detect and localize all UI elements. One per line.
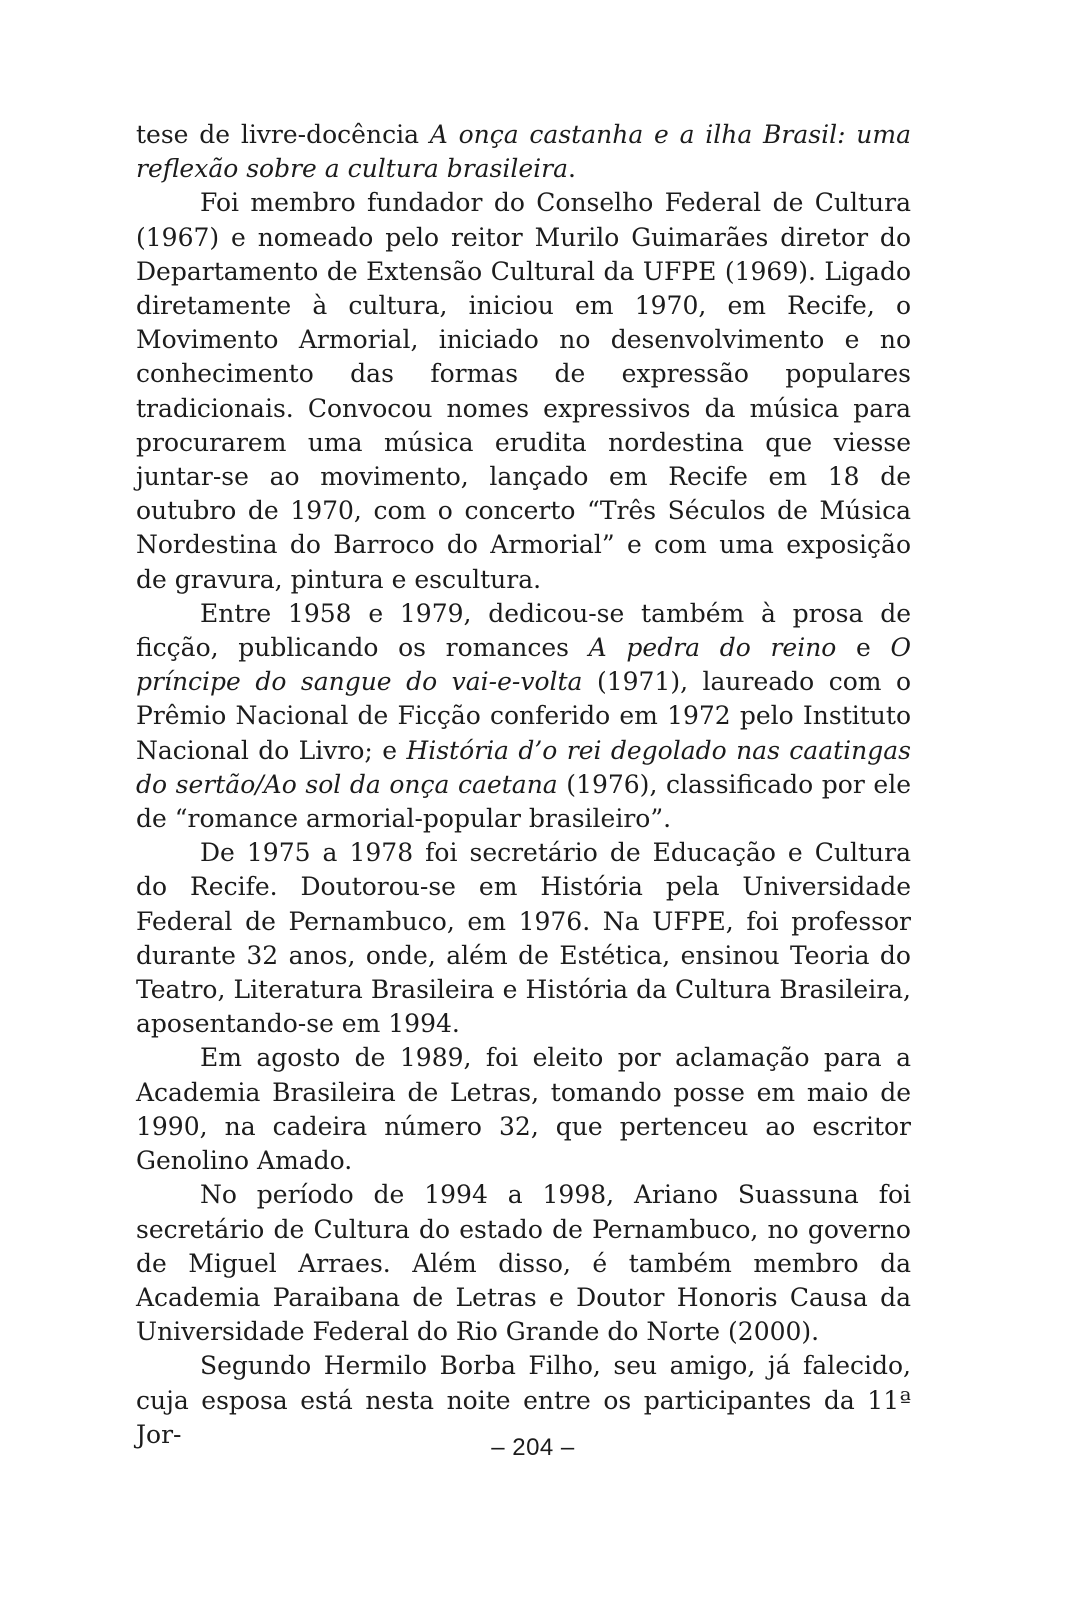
text-run: De 1975 a 1978 foi secretário de Educação e Cultura do Recife. Doutorou-se em História pela Universidade Federal de Pernambuco, em 1976. Na UFPE, foi professor durante 32 anos, onde, além de Estética, ensinou Teoria do Teatro, Literatura Brasileira e História da Cultura Brasileira, aposentando-se em 1994. xyxy=(136,838,911,1039)
page-body xyxy=(136,118,911,1452)
book-title: O príncipe do sangue do vai-e-volta xyxy=(136,633,912,697)
text-run: (1971), laureado com o Prêmio Nacional de Ficção conferido em 1972 pelo Instituto Nacional do Livro; e xyxy=(136,667,911,765)
text-run: Segundo Hermilo Borba Filho, seu amigo, já falecido, cuja esposa está nesta noite entre os participantes da 11ª Jor- xyxy=(136,1351,911,1449)
page-number: – 204 – xyxy=(491,1434,575,1461)
book-title: A pedra do reino xyxy=(588,633,837,663)
book-title: História d’o rei degolado nas caatingas do sertão/Ao sol da onça caetana xyxy=(136,735,911,799)
paragraph xyxy=(136,186,911,596)
paragraph xyxy=(136,1178,911,1349)
text-run: Entre 1958 e 1979, dedicou-se também à prosa de ficção, publicando os romances xyxy=(136,598,911,663)
text-run: No período de 1994 a 1998, Ariano Suassuna foi secretário de Cultura do estado de Pernambuco, no governo de Miguel Arraes. Além disso, é também membro da Academia Paraibana de Letras e Doutor Honoris Causa da Universidade Federal do Rio Grande do Norte (2000). xyxy=(136,1180,911,1347)
paragraph xyxy=(136,836,911,1041)
text-run: tese de livre-docência xyxy=(136,120,430,149)
paragraph xyxy=(136,597,911,836)
paragraph xyxy=(136,118,911,186)
text-run: Foi membro fundador do Conselho Federal de Cultura (1967) e nomeado pelo reitor Murilo Guimarães diretor do Departamento de Extensão Cultural da UFPE (1969). Ligado diretamente à cultura, iniciou em 1970, em Recife, o Movimento Armorial, iniciado no desenvolvimento e no conhecimento das formas de expressão populares tradicionais. Convocou nomes expressivos da música para procurarem uma música erudita nordestina que viesse juntar-se ao movimento, lançado em Recife em 18 de outubro de 1970, com o concerto “Três Séculos de Música Nordestina do Barroco do Armorial” e com uma exposição de gravura, pintura e escultura. xyxy=(136,188,911,594)
paragraph xyxy=(136,1041,911,1178)
text-run: Em agosto de 1989, foi eleito por aclamação para a Academia Brasileira de Letras, tomando posse em maio de 1990, na cadeira número 32, que pertenceu ao escritor Genolino Amado. xyxy=(136,1043,911,1176)
text-run: e xyxy=(836,633,891,663)
text-run: . xyxy=(568,154,576,184)
text-run: (1976), classificado por ele de “romance armorial-popular brasileiro”. xyxy=(136,769,911,834)
book-title: A onça castanha e a ilha Brasil: uma reflexão sobre a cultura brasileira xyxy=(136,120,911,184)
